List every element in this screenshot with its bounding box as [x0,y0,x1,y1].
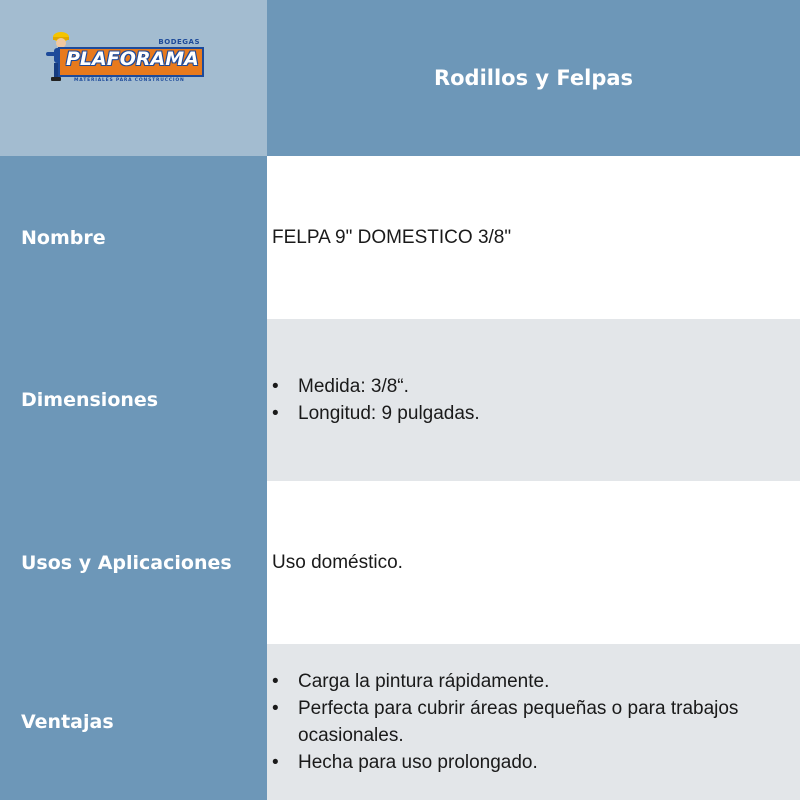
row-label: Ventajas [21,711,114,733]
dimensions-list [272,373,480,427]
row-dimensiones [0,319,800,481]
logo-top-text: BODEGAS [158,38,200,46]
row-nombre [0,156,800,319]
row-label-cell [0,156,267,319]
list-item: • Carga la pintura rápidamente. [272,668,800,695]
list-item: • Perfecta para cubrir áreas pequeñas o para trabajos ocasionales. [272,695,800,749]
usage-text: Uso doméstico. [272,551,403,573]
advantages-list [272,668,800,776]
row-label: Dimensiones [21,389,159,411]
logo-brand-text: PLAFORAMA [66,48,199,70]
row-label-cell [0,644,267,800]
header-title-panel [267,0,800,156]
row-value-cell [267,481,800,644]
page-title: Rodillos y Felpas [433,66,634,90]
row-label: Usos y Aplicaciones [21,551,232,574]
row-value-cell [267,319,800,481]
logo-tagline: MATERIALES PARA CONSTRUCCION [74,78,185,83]
row-usos [0,481,800,644]
plaforama-logo [44,30,206,90]
row-label: Nombre [21,226,106,249]
row-value-cell [267,156,800,319]
list-item: • Longitud: 9 pulgadas. [272,400,480,427]
row-label-cell [0,481,267,644]
list-item: • Medida: 3/8“. [272,373,480,400]
product-name: FELPA 9" DOMESTICO 3/8" [272,226,512,248]
list-item: • Hecha para uso prolongado. [272,749,800,776]
row-label-cell [0,319,267,481]
row-value-cell [267,644,800,800]
logo-panel [0,0,267,156]
row-ventajas [0,644,800,800]
